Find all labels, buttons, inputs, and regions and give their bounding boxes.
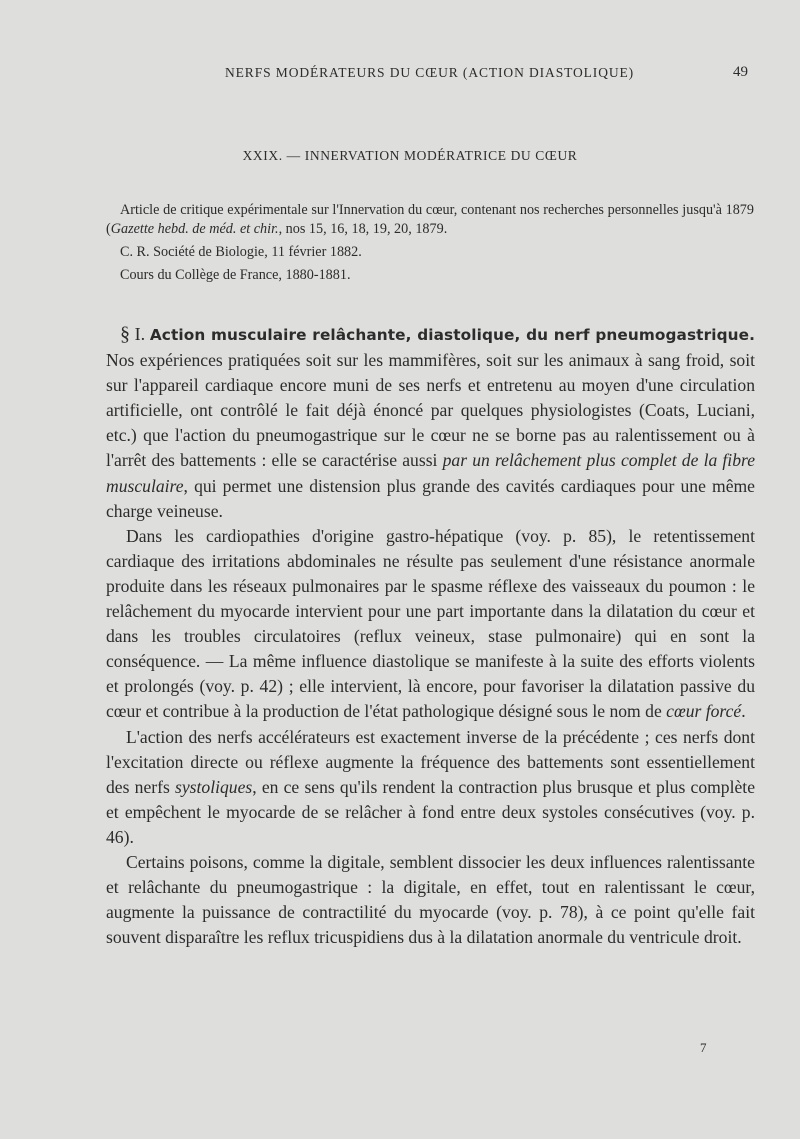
section-number: I. xyxy=(134,324,146,344)
paragraph-1-text: Nos expériences pratiquées soit sur les mammifères, soit sur les animaux à sang froid, soit sur l'appareil cardiaque encore muni de ses nerfs et entretenu au moyen d'une circulation artificielle, ont contrôlé le fait déjà énoncé par quelques physiologistes (Coats, Luciani, etc.) que l'action du pneumogastrique sur le cœur ne se borne pas au ralentissement ou à l'arrêt des battements : elle se caractérise aussi xyxy=(106,350,755,471)
chapter-title: XXIX. — INNERVATION MODÉRATRICE DU CŒUR xyxy=(242,148,578,163)
paragraph-2-end: . xyxy=(741,701,746,722)
section-heading-paragraph xyxy=(106,322,755,524)
paragraph-3-emphasis: systoliques xyxy=(175,776,253,797)
reference-gazette-journal: Gazette hebd. de méd. et chir. xyxy=(110,221,279,237)
reference-gazette xyxy=(106,201,754,239)
main-text xyxy=(106,322,755,950)
page-number: 49 xyxy=(733,64,748,80)
page-header xyxy=(0,63,800,87)
paragraph-3-end: , en ce sens qu'ils rendent la contraction plus brusque et plus complète et empêchent le myocarde de se relâcher à fond entre deux systoles consécutives (voy. p. 46). xyxy=(106,776,756,847)
paragraph-1-emphasis: par un relâchement plus complet de la fibre musculaire xyxy=(106,450,755,496)
reference-gazette-text: Article de critique expérimentale sur l'Innervation du cœur, contenant nos recherches personnelles jusqu'à 1879 ( xyxy=(106,202,754,237)
reference-college: Cours du Collège de France, 1880-1881. xyxy=(120,267,351,283)
reference-biologie: C. R. Société de Biologie, 11 février 1882. xyxy=(120,244,362,260)
paragraph-2-text: Dans les cardiopathies d'origine gastro-hépatique (voy. p. 85), le retentissement cardiaque des irritations abdominales ne résulte pas seulement d'une résistance anormale produite dans les réseaux pulmonaires par le spasme réflexe des vaisseaux du poumon : le relâchement du myocarde intervient pour une part importante dans la dilatation du cœur et dans les troubles circulatoires (reflux veineux, stase pulmonaire) qui en sont la conséquence. — La même influence diastolique se manifeste à la suite des efforts violents et prolongés (voy. p. 42) ; elle intervient, là encore, pour favoriser la dilatation passive du cœur et contribue à la production de l'état pathologique désigné sous le nom de xyxy=(106,525,755,722)
paragraph-4: Certains poisons, comme la digitale, semblent dissocier les deux influences ralentissante et relâchante du pneumogastrique : la digitale, en effet, tout en ralentissant le cœur, augmente la puissance de contractilité du myocarde (voy. p. 78), à ce point qu'elle fait souvent disparaître les reflux tricuspidiens dus à la dilatation anormale du ventricule droit. xyxy=(106,851,755,948)
paragraph-2 xyxy=(106,524,755,725)
paragraph-2-emphasis: cœur forcé xyxy=(666,701,742,722)
references-block xyxy=(106,201,754,285)
paragraph-3-text: L'action des nerfs accélérateurs est exactement inverse de la précédente ; ces nerfs dont l'excitation directe ou réflexe augmente la fréquence des battements sont essentiellement des nerfs xyxy=(106,726,755,797)
running-head: NERFS MODÉRATEURS DU CŒUR (ACTION DIASTOLIQUE) xyxy=(225,65,635,80)
reference-gazette-issues: , nos 15, 16, 18, 19, 20, 1879. xyxy=(278,221,448,237)
section-title: Action musculaire relâchante, diastolique, du nerf pneumogastrique. xyxy=(149,326,756,344)
signature-mark: 7 xyxy=(700,1040,707,1055)
section-mark: § xyxy=(120,323,130,345)
paragraph-3 xyxy=(106,725,755,850)
paragraph-1-end: , qui permet une distension plus grande des cavités cardiaques pour une même charge veineuse. xyxy=(106,475,755,521)
